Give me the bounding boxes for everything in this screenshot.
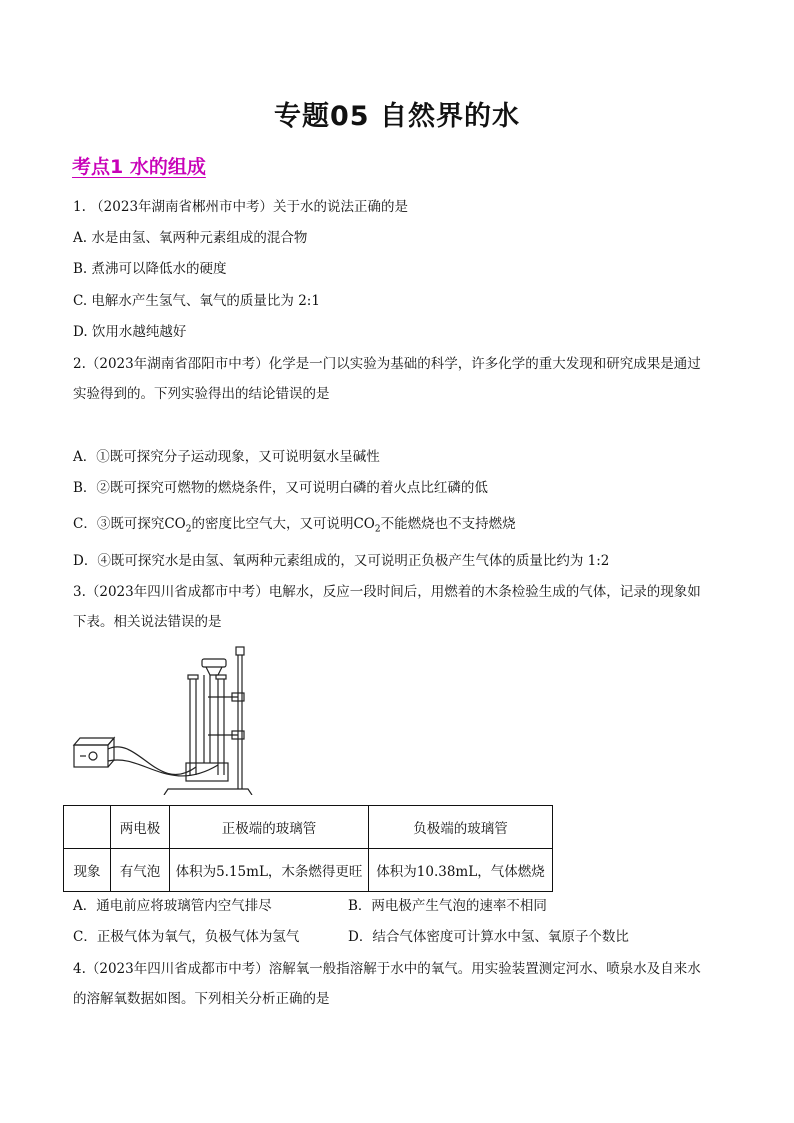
question-4-stem-line2: 的溶解氧数据如图。下列相关分析正确的是 [73, 991, 330, 1007]
table-row [64, 849, 553, 892]
table-cell: 负极端的玻璃管 [369, 806, 553, 849]
table-cell: 体积为5.15mL，木条燃得更旺 [170, 849, 369, 892]
electrolysis-apparatus-figure [68, 645, 258, 795]
option-c-text-3: 不能燃烧也不支持燃烧 [380, 516, 516, 532]
question-1-option-a: A. 水是由氢、氧两种元素组成的混合物 [73, 230, 308, 246]
question-3-option-b: B．两电极产生气泡的速率不相同 [348, 898, 547, 914]
question-3-stem-line2: 下表。相关说法错误的是 [73, 614, 222, 630]
question-2-option-a: A．①既可探究分子运动现象，又可说明氨水呈碱性 [73, 449, 380, 465]
table-cell: 有气泡 [111, 849, 170, 892]
question-2-option-b: B．②既可探究可燃物的燃烧条件，又可说明白磷的着火点比红磷的低 [73, 480, 488, 496]
question-2-option-c [73, 515, 516, 539]
table-cell: 正极端的玻璃管 [170, 806, 369, 849]
table-cell [64, 806, 111, 849]
question-3-option-d: D．结合气体密度可计算水中氢、氧原子个数比 [348, 929, 629, 945]
question-1-option-c: C. 电解水产生氢气、氧气的质量比为 2:1 [73, 293, 320, 309]
option-c-text-2: 的密度比空气大，又可说明CO [191, 516, 375, 532]
table-row [64, 806, 553, 849]
question-1-stem: 1. （2023年湖南省郴州市中考）关于水的说法正确的是 [73, 199, 409, 215]
question-1-option-d: D. 饮用水越纯越好 [73, 324, 187, 340]
section-heading: 考点1 水的组成 [72, 156, 206, 178]
table-cell: 现象 [64, 849, 111, 892]
table-cell: 两电极 [111, 806, 170, 849]
question-2-option-d: D．④既可探究水是由氢、氧两种元素组成的，又可说明正负极产生气体的质量比约为 1:2 [73, 553, 610, 569]
question-3-option-c: C．正极气体为氧气，负极气体为氢气 [73, 929, 300, 945]
table-cell: 体积为10.38mL，气体燃烧 [369, 849, 553, 892]
question-4-stem-line1: 4.（2023年四川省成都市中考）溶解氧一般指溶解于水中的氧气。用实验装置测定河水、喷泉水及自来水 [73, 961, 701, 977]
page-title: 专题05 自然界的水 [274, 101, 520, 132]
question-1-option-b: B. 煮沸可以降低水的硬度 [73, 261, 227, 277]
option-c-text-1: C．③既可探究CO [73, 516, 186, 532]
question-3-stem-line1: 3.（2023年四川省成都市中考）电解水，反应一段时间后，用燃着的木条检验生成的气体，记录的现象如 [73, 584, 701, 600]
question-2-stem-line1: 2.（2023年湖南省邵阳市中考）化学是一门以实验为基础的科学，许多化学的重大发现和研究成果是通过 [73, 356, 701, 372]
question-2-stem-line2: 实验得到的。下列实验得出的结论错误的是 [73, 386, 330, 402]
question-3-option-a: A．通电前应将玻璃管内空气排尽 [73, 898, 272, 914]
co2-subscript: 2 [185, 524, 192, 535]
co2-subscript: 2 [374, 524, 381, 535]
electrolysis-observation-table [63, 805, 553, 892]
